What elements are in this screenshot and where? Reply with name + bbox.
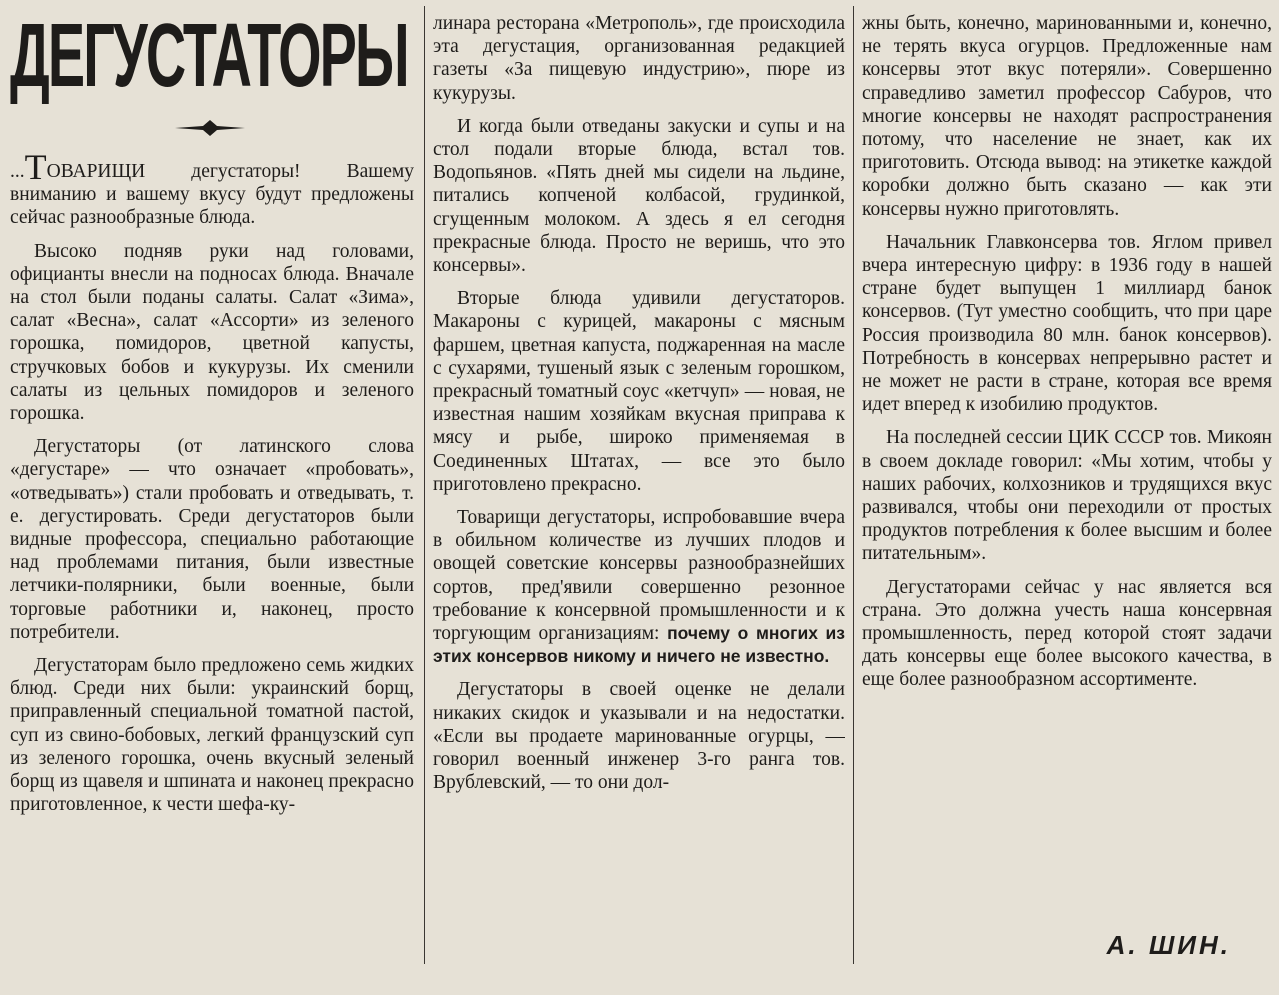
paragraph-continued: линара ресторана «Метрополь», где происходила эта дегустация, организованная редакцией газеты «За пищевую индустрию», пюре из кукурузы. [433,13,845,104]
lead-text: ОВАРИЩИ дегустаторы! Вашему вниманию и вашему вкусу будут предложены сейчас разнообразные блюда. [10,161,414,229]
article-title: ДЕГУСТАТОРЫ [10,8,408,106]
column-3 [862,12,1272,992]
lead-prefix: ... [10,161,25,182]
paragraph-continued: жны быть, конечно, маринованными и, конечно, не терять вкуса огурцов. Предложенные нам консервы этот вкус потеряли». Совершенно справедливо заметил профессор Сабуров, что многие консервы не находят распространения потому, что население не знает, как их приготовить. Отсюда вывод: на этикетке каждой коробки должно быть сказано — как эти консервы нужно приготовлять. [862,13,1272,220]
paragraph: Дегустаторы (от латинского слова «дегустаре» — что означает «пробовать», «отведывать») стали пробовать и отведывать, т. е. дегустировать. Среди дегустаторов были видные профессора, специально работающие над проблемами питания, были известные летчики-полярники, были военные, были торговые работники и, наконец, просто потребители. [10,436,414,643]
paragraph: Высоко подняв руки над головами, официанты внесли на подносах блюда. Вначале на стол были поданы салаты. Салат «Зима», салат «Весна», салат «Ассорти» из зеленого горошка, помидоров, цветной капусты, стручковых бобов и кукурузы. Их сменили салаты из цельных помидоров и зеленого горошка. [10,240,414,425]
paragraph: Дегустаторам было предложено семь жидких блюд. Среди них были: украинский борщ, приправленный специальной томатной пастой, суп из свино-бобовых, легкий французский суп из зеленого горошка, очень вкусный зеленый борщ из щавеля и шпината и наконец прекрасно приготовленное, к чести шефа-ку- [10,655,414,816]
paragraph-with-emphasis [433,506,845,668]
paragraph: Дегустаторы в своей оценке не делали никаких скидок и указывали и на недостатки. «Если вы продаете маринованные огурцы, — говорил военный инженер 3-го ранга тов. Врублевский, — то они дол- [433,679,845,794]
column-2 [433,12,845,992]
author-signature: А. ШИН. [1106,930,1231,960]
lead-paragraph [10,147,414,230]
paragraph: На последней сессии ЦИК СССР тов. Микоян в своем докладе говорил: «Мы хотим, чтобы у наших рабочих, колхозников и трудящихся вкус развивался, чтобы они переходили от простых продуктов потребления к более высшим и более питательным». [862,427,1272,565]
paragraph: И когда были отведаны закуски и супы и на стол подали вторые блюда, встал тов. Водопьянов. «Пять дней мы сидели на льдине, питались копченой колбасой, грудинкой, сгущенным молоком. А здесь я ел сегодня прекрасные блюда. Просто не веришь, что это консервы». [433,115,845,277]
paragraph: Дегустаторами сейчас у нас является вся страна. Это должна учесть наша консервная промышленность, перед которой стоят задачи дать консервы еще более высокого качества, в еще более разнообразном ассортименте. [862,576,1272,691]
column-1 [10,8,414,988]
drop-cap: Т [24,147,47,187]
paragraph: Начальник Главконсерва тов. Яглом привел вчера интересную цифру: в 1936 году в нашей стране будет выпущен 1 миллиард банок консервов. (Тут уместно сообщить, что при царе Россия производила 80 млн. банок консервов). Потребность в консервах непрерывно растет и не может не расти в стране, которая все время идет вперед к изобилию продуктов. [862,231,1272,416]
ornament-divider [175,118,245,138]
column-rule [424,6,425,964]
paragraph-text: Товарищи дегустаторы, испробовавшие вчера в обильном количестве из лучших плодов и овощей советские консервы разнообразнейших сортов, пред'явили совершенно резонное требование к консервной промышленности и к торгующим организациям: [433,507,845,645]
column-rule [853,6,854,964]
emphasis-text: почему о многих из этих консервов никому и ничего не известно. [433,623,845,667]
paragraph: Вторые блюда удивили дегустаторов. Макароны с курицей, макароны с мясным фаршем, цветная капуста, поджаренная на масле с сухарями, тушеный язык с зеленым горошком, прекрасный томатный соус «кетчуп» — новая, не известная нашим хозяйкам вкусная приправа к мясу и рыбе, широко применяемая в Соединенных Штатах, — все это было приготовлено прекрасно. [433,288,845,495]
